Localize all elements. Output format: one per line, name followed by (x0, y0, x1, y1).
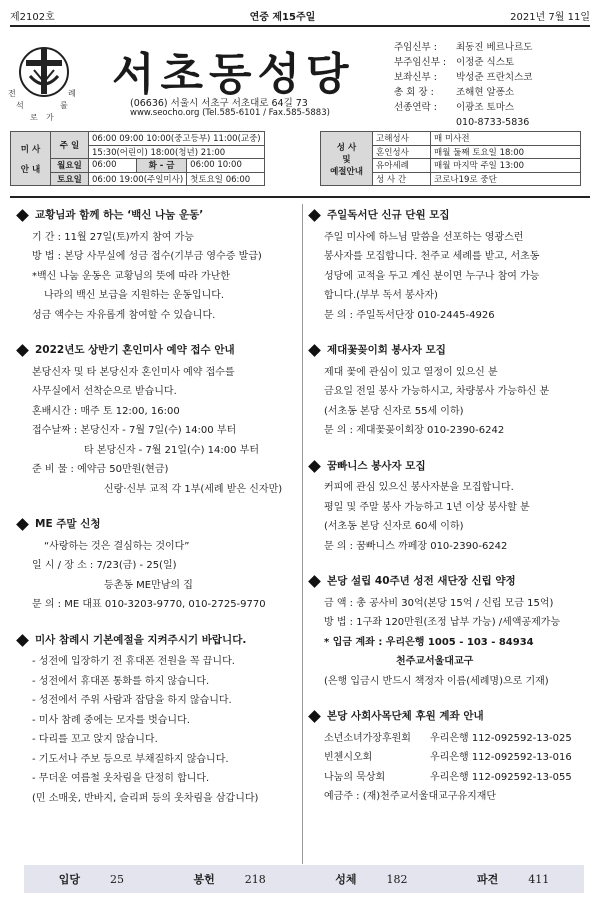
sacrament-table (320, 131, 581, 186)
hymn-entrance: 입당 25 (58, 873, 124, 886)
issue-date: 2021년 7월 11일 (510, 11, 590, 23)
account-org: 나눔의 묵상회 (324, 771, 386, 783)
monday-times: 06:00 (89, 159, 137, 173)
header-bottom-rule (10, 196, 590, 198)
logo-char: 로 (30, 113, 38, 122)
etiquette-item: (민 소매옷, 반바지, 슬리퍼 등의 옷차림을 삼갑니다) (32, 792, 259, 804)
notice-title: 제대꽃꽂이회 봉사자 모집 (327, 344, 446, 356)
staff-role: 주임신부 : (394, 42, 437, 53)
weekday-times: 06:00 10:00 (187, 159, 264, 173)
notice-line: 혼배시간 : 매주 토 12:00, 16:00 (32, 405, 180, 417)
logo-char: 례 (68, 89, 76, 98)
notice-line: 본당신자 및 타 본당신자 혼인미사 예약 접수를 (32, 366, 235, 378)
account-org: 빈첸시오회 (324, 752, 373, 763)
mass-label: 미 사 안 내 (11, 132, 51, 186)
staff-name: 박성준 프란치스코 (456, 72, 533, 83)
sacrament-value: 매 미사전 (431, 132, 581, 146)
notice-title: 본당 설립 40주년 성전 새단장 신립 약정 (327, 575, 516, 587)
notice-title: 주일독서단 신규 단원 모집 (327, 209, 450, 221)
notice-line: 문 의 : 주일독서단장 010-2445-4926 (324, 309, 495, 321)
sacrament-label: 성 사 및 예절안내 (321, 132, 373, 186)
notice-line: (은행 입금시 반드시 책정자 이름(세례명)으로 기재) (324, 675, 549, 687)
parish-contact: www.seocho.org (Tel.585-6101 / Fax.585-5883) (130, 108, 330, 118)
notice-line: 합니다.(부부 독서 봉사자) (324, 290, 438, 301)
notice-line: 방 법 : 본당 사무실에 성금 접수(기부금 영수증 발급) (32, 251, 262, 262)
etiquette-item: - 성전에 입장하기 전 휴대폰 전원을 꼭 끕니다. (32, 656, 235, 667)
account-number: 우리은행 112-092592-13-025 (430, 732, 572, 744)
parish-logo-icon (14, 42, 74, 102)
etiquette-item: - 미사 참례 중에는 모자를 벗습니다. (32, 714, 190, 726)
notice-readers-recruit (306, 206, 592, 325)
notice-altar-flowers (306, 341, 592, 441)
notice-line: 타 본당신자 - 7월 21일(수) 14:00 부터 (84, 444, 259, 456)
etiquette-item: - 기도서나 주보 등으로 부채질하지 않습니다. (32, 753, 229, 765)
hymn-dismissal: 파견 411 (476, 873, 550, 886)
notice-line: 접수날짜 : 본당신자 - 7월 7일(수) 14:00 부터 (32, 425, 237, 436)
hymn-offertory: 봉헌 218 (193, 873, 266, 886)
notice-line: (서초동 본당 신자로 60세 이하) (324, 521, 464, 532)
etiquette-item: - 성전에서 주위 사람과 잡담을 하지 않습니다. (32, 695, 232, 706)
notice-line: 커피에 관심 있으신 봉사자분을 모집합니다. (324, 482, 514, 493)
sunday-times-2: 15:30(어린이) 18:00(청년) 21:00 (89, 145, 265, 159)
account-row (306, 768, 592, 788)
staff-role: 선종연락 : (394, 102, 437, 113)
sacrament-key: 혼인성사 (373, 145, 431, 159)
sunday-label: 주 일 (51, 132, 89, 159)
monday-label: 월요일 (51, 159, 89, 173)
sunday-times-1: 06:00 09:00 10:00(중고등부) 11:00(교중) (89, 132, 265, 146)
staff-row (394, 115, 532, 130)
notice-cafe-volunteers (306, 457, 592, 557)
right-column (306, 206, 592, 823)
notice-vaccine-sharing (14, 206, 298, 325)
notice-line: 등촌동 ME만남의 집 (104, 579, 193, 591)
notice-line: 일 시 / 장 소 : 7/23(금) - 25(일) (32, 560, 177, 571)
logo-char: 가 (46, 113, 54, 122)
notice-title: 2022년도 상반기 혼인미사 예약 접수 안내 (35, 344, 235, 356)
diamond-bullet-icon (308, 575, 321, 588)
staff-role (394, 115, 456, 130)
staff-row (394, 55, 532, 70)
parish-title: 서초동성당 (112, 49, 355, 100)
staff-list (394, 40, 532, 130)
notice-line: 주일 미사에 하느님 말씀을 선포하는 영광스런 (324, 231, 524, 243)
diamond-bullet-icon (16, 634, 29, 647)
sacrament-value: 매월 마지막 주일 13:00 (431, 159, 581, 173)
notice-line: 문 의 : 제대꽃꽂이회장 010-2390-6242 (324, 425, 505, 436)
mass-schedule-table (10, 131, 265, 186)
staff-name: 조해현 알퐁소 (456, 87, 515, 98)
logo-char: 석 (16, 101, 24, 110)
sacrament-key: 유아세례 (373, 159, 431, 173)
sacrament-value: 매월 둘째 토요일 18:00 (431, 145, 581, 159)
notice-line: 금 액 : 총 공사비 30억(본당 15억 / 신립 모금 15억) (324, 597, 554, 609)
notice-line: 사무실에서 선착순으로 받습니다. (32, 386, 177, 397)
top-rule (10, 25, 590, 27)
notice-line: 문 의 : ME 대표 010-3203-9770, 010-2725-9770 (32, 599, 266, 610)
account-number: 우리은행 112-092592-13-016 (430, 752, 572, 763)
hymn-communion: 성체 182 (335, 873, 408, 886)
notice-line: 봉사자를 모집합니다. 천주교 세례를 받고, 서초동 (324, 251, 540, 262)
notice-line: 나라의 백신 보급을 지원하는 운동입니다. (44, 290, 225, 301)
issue-number: 제2102호 (10, 11, 55, 23)
notice-title: ME 주말 신청 (35, 518, 101, 530)
sacrament-key: 고해성사 (373, 132, 431, 146)
notice-renovation-pledge (306, 572, 592, 691)
notice-line: 평일 및 주말 봉사 가능하고 1년 이상 봉사할 분 (324, 501, 530, 513)
weekday-label: 화 - 금 (136, 159, 186, 173)
notice-line: 성당에 교적을 두고 계신 분이면 누구나 참여 가능 (324, 270, 540, 282)
staff-row (394, 85, 532, 100)
notice-line: (서초동 본당 신자로 55세 이하) (324, 405, 464, 417)
notice-line: 준 비 물 : 예약금 50만원(현금) (32, 464, 169, 475)
issue-bar (10, 6, 590, 24)
staff-role: 보좌신부 : (394, 72, 437, 83)
staff-name: 이광조 토마스 (456, 102, 515, 113)
notice-title: 꿈빠니스 봉사자 모집 (327, 459, 426, 472)
notice-title: 미사 참례시 기본예절을 지켜주시기 바랍니다. (35, 633, 247, 646)
staff-row (394, 70, 532, 85)
staff-row (394, 40, 532, 55)
hymn-number-bar (24, 865, 584, 893)
liturgical-season: 연중 제15주일 (249, 11, 316, 23)
etiquette-item: - 다리를 꼬고 앉지 않습니다. (32, 734, 158, 745)
notice-line: 제대 꽃에 관심이 있고 열정이 있으신 분 (324, 366, 498, 378)
diamond-bullet-icon (308, 209, 321, 222)
saturday-label: 토요일 (51, 172, 89, 186)
notice-mass-etiquette (14, 631, 298, 809)
first-saturday-times: 첫토요일 06:00 (187, 172, 264, 186)
staff-name: 이정준 식스토 (456, 57, 515, 68)
notice-line: 문 의 : 꿈빠니스 까페장 010-2390-6242 (324, 540, 508, 552)
diamond-bullet-icon (308, 710, 321, 723)
account-holder: 천주교서울대교구 (396, 656, 474, 667)
diamond-bullet-icon (16, 209, 29, 222)
left-column (14, 206, 298, 824)
logo-char: 룰 (60, 101, 68, 110)
diamond-bullet-icon (308, 344, 321, 357)
sacrament-value: 코로나19로 중단 (431, 172, 581, 186)
notice-line: “사랑하는 것은 결심하는 것이다” (44, 540, 190, 552)
notice-social-accounts (306, 707, 592, 807)
diamond-bullet-icon (16, 518, 29, 531)
saturday-times: 06:00 19:00(주일미사) (89, 172, 187, 186)
account-number: 우리은행 112-092592-13-055 (430, 771, 572, 783)
staff-row (394, 100, 532, 115)
etiquette-item: - 성전에서 휴대폰 통화를 하지 않습니다. (32, 675, 210, 687)
notice-line: 기 간 : 11월 27일(토)까지 참여 가능 (32, 231, 194, 243)
notice-line: 신랑·신부 교적 각 1부(세례 받은 신자만) (104, 483, 283, 495)
notice-line: 방 법 : 1구좌 120만원(조정 납부 가능) /세액공제가능 (324, 617, 561, 628)
staff-role: 부주임신부 : (394, 57, 447, 68)
notice-title: 교황님과 함께 하는 ‘백신 나눔 운동’ (35, 209, 204, 221)
diamond-bullet-icon (308, 460, 321, 473)
notice-line: *백신 나눔 운동은 교황님의 뜻에 따라 가난한 (32, 270, 230, 282)
parish-address: (06636) 서울시 서초구 서초대로 64길 73 (130, 98, 308, 109)
notice-line: 금요일 전일 봉사 가능하시고, 차량봉사 가능하신 분 (324, 386, 550, 397)
staff-name: 최동진 베르나르도 (456, 42, 533, 53)
diamond-bullet-icon (16, 344, 29, 357)
logo-char: 전 (8, 89, 16, 98)
notice-me-weekend (14, 515, 298, 615)
notice-line: 예금주 : (재)천주교서울대교구유지재단 (324, 791, 497, 802)
account-org: 소년소녀가장후원회 (324, 732, 411, 744)
bank-account: * 입금 계좌 : 우리은행 1005 - 103 - 84934 (324, 636, 534, 648)
sacrament-key: 성 사 간 (373, 172, 431, 186)
account-row (306, 729, 592, 749)
notice-wedding-reservation (14, 341, 298, 499)
notice-line: 성금 액수는 자유롭게 참여할 수 있습니다. (32, 309, 216, 321)
notice-title: 본당 사회사목단체 후원 계좌 안내 (327, 710, 484, 722)
account-row (306, 748, 592, 768)
etiquette-item: - 무더운 여름철 옷차림을 단정히 합니다. (32, 773, 210, 784)
column-divider (302, 204, 303, 864)
staff-name: 010-8733-5836 (456, 117, 530, 128)
staff-role: 총 회 장 : (394, 87, 434, 98)
